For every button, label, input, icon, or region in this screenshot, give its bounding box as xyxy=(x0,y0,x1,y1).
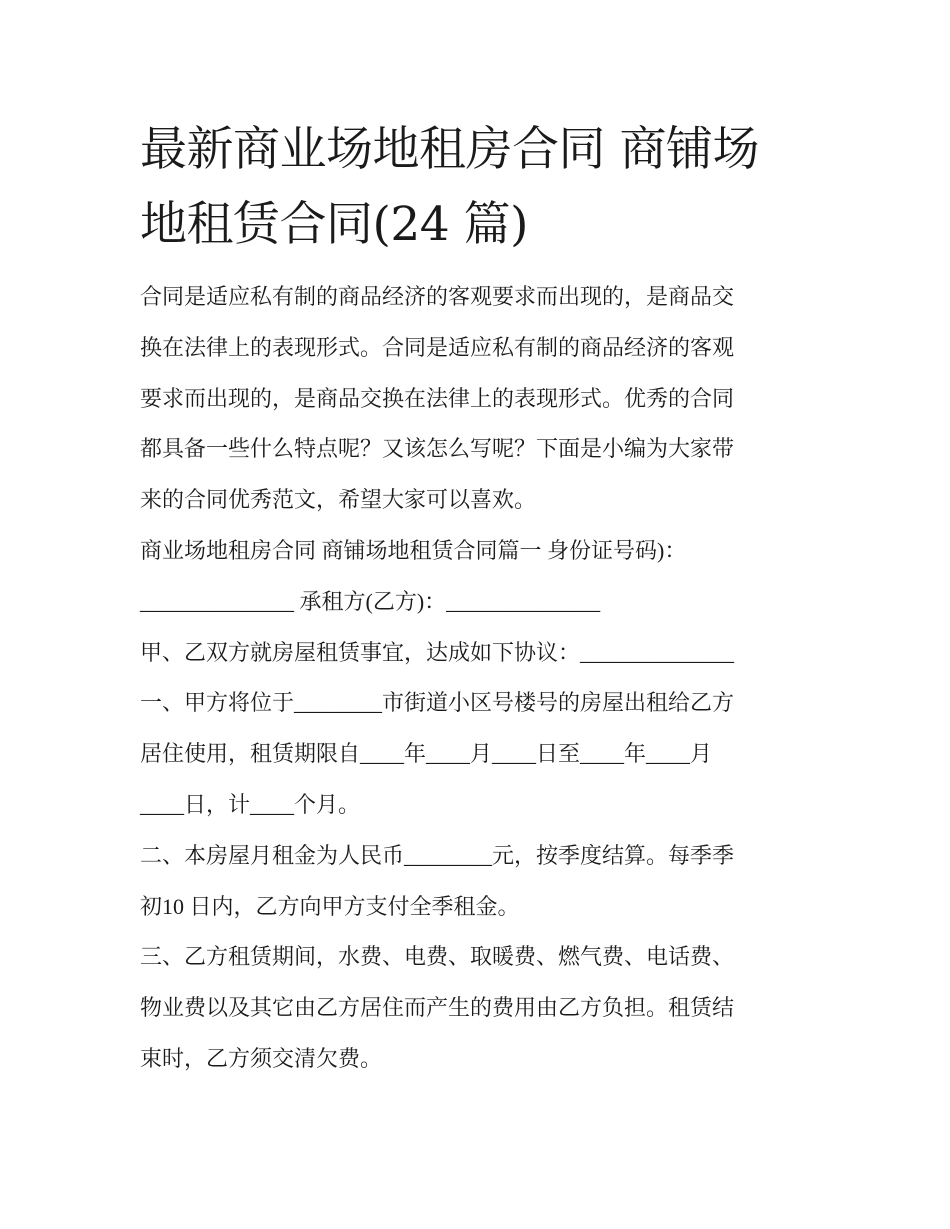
clause-line: ____日，计____个月。 xyxy=(140,791,361,817)
clause-line: 物业费以及其它由乙方居住而产生的费用由乙方负担。租赁结 xyxy=(140,995,735,1021)
title-line-1: 最新商业场地租房合同 商铺场 xyxy=(140,122,759,177)
body-line: 要求而出现的，是商品交换在法律上的表现形式。优秀的合同 xyxy=(140,385,735,411)
body-line: 都具备一些什么特点呢？又该怎么写呢？下面是小编为大家带 xyxy=(140,436,735,462)
body-line: 合同是适应私有制的商品经济的客观要求而出现的，是商品交 xyxy=(140,284,735,309)
body-line: 换在法律上的表现形式。合同是适应私有制的商品经济的客观 xyxy=(140,334,735,360)
clause-line: 二、本房屋月租金为人民币________元，按季度结算。每季季 xyxy=(140,842,735,868)
title-line-2: 地租赁合同(24 篇) xyxy=(140,197,528,252)
clause-line: 居住使用，租赁期限自____年____月____日至____年____月 xyxy=(140,741,713,767)
clause-line: 初10 日内，乙方向甲方支付全季租金。 xyxy=(140,893,520,919)
clause-line: 一、甲方将位于________市街道小区号楼号的房屋出租给乙方 xyxy=(140,690,735,716)
document-page xyxy=(140,112,830,1085)
clause-line: 三、乙方租赁期间，水费、电费、取暖费、燃气费、电话费、 xyxy=(140,944,735,970)
document-body xyxy=(140,272,830,1085)
body-line: 来的合同优秀范文，希望大家可以喜欢。 xyxy=(140,487,537,513)
document-title xyxy=(140,112,830,262)
body-line: ______________ 承租方(乙方)：______________ xyxy=(140,588,601,614)
section-heading-line: 商业场地租房合同 商铺场地租赁合同篇一 身份证号码)： xyxy=(140,537,687,563)
body-line: 甲、乙双方就房屋租赁事宜，达成如下协议：______________ xyxy=(140,639,735,665)
clause-line: 束时，乙方须交清欠费。 xyxy=(140,1045,383,1071)
